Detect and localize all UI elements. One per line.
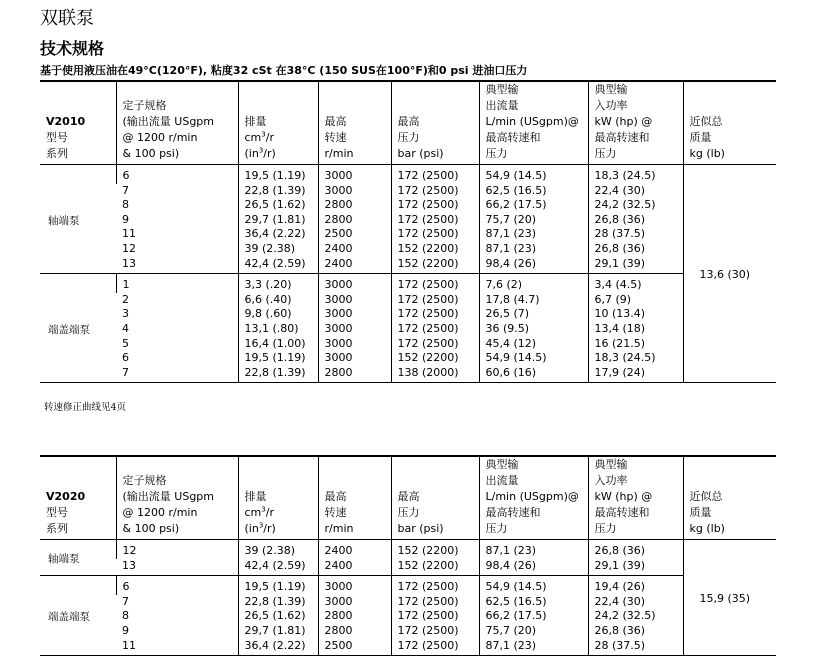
column-header-line: 压力 [397, 131, 420, 144]
stator-size-cell: 1 [116, 274, 238, 293]
table-row [40, 337, 776, 352]
column-header [238, 456, 318, 540]
table-row [40, 307, 776, 322]
displacement-cell: 39 (2.38) [238, 540, 318, 559]
stator-size-cell: 11 [122, 227, 136, 241]
displacement-cell: 36,4 (2.22) [238, 227, 318, 242]
column-header-line: 最高转速和 [485, 131, 541, 144]
stator-size-cell: 12 [116, 540, 238, 559]
typical-output-flow-cell: 26,5 (7) [479, 307, 588, 322]
column-header-line: 排量 [244, 490, 267, 503]
column-header-line: & 100 psi) [122, 147, 180, 160]
column-header-line: bar (psi) [397, 522, 444, 535]
displacement-cell: 26,5 (1.62) [238, 609, 318, 624]
typical-output-flow-cell: 87,1 (23) [479, 242, 588, 257]
header-row [40, 81, 776, 165]
table-row [40, 576, 776, 595]
typical-input-power-cell: 16 (21.5) [588, 337, 683, 352]
table-row [40, 213, 776, 228]
stator-size-cell: 13 [122, 558, 136, 572]
stator-size-cell: 5 [122, 336, 129, 350]
displacement-cell: 19,5 (1.19) [238, 351, 318, 366]
max-pressure-cell: 172 (2500) [391, 307, 479, 322]
column-header-line: kg (lb) [689, 147, 725, 160]
max-pressure-cell: 152 (2200) [391, 242, 479, 257]
column-header-line: 入功率 [594, 474, 628, 487]
speed-correction-note: 转速修正曲线见4页 [44, 402, 127, 413]
displacement-cell: 39 (2.38) [238, 242, 318, 257]
typical-input-power-cell: 19,4 (26) [588, 576, 683, 595]
column-header-line: 转速 [324, 506, 347, 519]
table-row [40, 274, 776, 293]
stator-size-cell: 13 [122, 256, 136, 270]
max-pressure-cell: 152 (2200) [391, 351, 479, 366]
column-header-line: 出流量 [485, 474, 519, 487]
table-row [40, 257, 776, 274]
superscript: 3 [261, 505, 266, 514]
max-pressure-cell: 172 (2500) [391, 576, 479, 595]
typical-input-power-cell: 29,1 (39) [588, 257, 683, 274]
stator-size-cell: 7 [122, 183, 129, 197]
max-speed-cell: 2500 [318, 227, 391, 242]
table-row [40, 609, 776, 624]
column-header-line: 转速 [324, 131, 347, 144]
typical-output-flow-cell: 7,6 (2) [479, 274, 588, 293]
section-title: 技术规格 [40, 39, 105, 58]
table-row [40, 351, 776, 366]
column-header-line: 定子规格 [122, 99, 167, 112]
column-header-line: 最高转速和 [594, 506, 650, 519]
superscript: 3 [258, 521, 264, 530]
typical-output-flow-cell: 87,1 (23) [479, 540, 588, 559]
displacement-cell: 13,1 (.80) [238, 322, 318, 337]
stator-size-cell: 4 [122, 321, 129, 335]
v2010-spec-table [40, 80, 776, 382]
column-header-line: 压力 [594, 522, 617, 535]
typical-input-power-cell: 29,1 (39) [588, 559, 683, 576]
max-speed-cell: 2400 [318, 559, 391, 576]
typical-input-power-cell: 24,2 (32.5) [588, 609, 683, 624]
column-header-line: 压力 [485, 147, 508, 160]
max-pressure-cell: 172 (2500) [391, 227, 479, 242]
typical-output-flow-cell: 54,9 (14.5) [479, 165, 588, 184]
model-label: 型号 [46, 131, 68, 144]
typical-output-flow-cell: 98,4 (26) [479, 559, 588, 576]
displacement-cell: 36,4 (2.22) [238, 639, 318, 656]
table-row [40, 366, 776, 383]
typical-output-flow-cell: 87,1 (23) [479, 639, 588, 656]
max-speed-cell: 2400 [318, 540, 391, 559]
displacement-cell: 16,4 (1.00) [238, 337, 318, 352]
superscript: 3 [258, 146, 264, 155]
max-speed-cell: 3000 [318, 351, 391, 366]
spec-conditions: 基于使用液压油在49°C(120°F), 粘度32 cSt 在38°C (150 SUS在100°F)和0 psi 进油口压力 [40, 64, 528, 77]
column-header [238, 81, 318, 165]
column-header-line: 近似总 [689, 490, 723, 503]
table-bottom-rule [40, 655, 776, 656]
column-header [391, 456, 479, 540]
column-header-line: 最高 [397, 115, 420, 128]
column-header [683, 456, 776, 540]
displacement-cell: 26,5 (1.62) [238, 198, 318, 213]
column-header-line: @ 1200 r/min [122, 506, 198, 519]
stator-size-cell: 6 [116, 165, 238, 184]
stator-size-cell: 6 [122, 351, 129, 365]
max-pressure-cell: 172 (2500) [391, 213, 479, 228]
table-row [40, 242, 776, 257]
typical-output-flow-cell: 54,9 (14.5) [479, 351, 588, 366]
column-header-line: 压力 [594, 147, 617, 160]
model-header [40, 456, 116, 540]
series-label: 端盖端泵 [40, 274, 116, 383]
column-header-line: bar (psi) [397, 147, 444, 160]
max-speed-cell: 2800 [318, 366, 391, 383]
column-header-line: 最高 [397, 490, 420, 503]
column-header-line: 质量 [689, 131, 712, 144]
max-speed-cell: 3000 [318, 165, 391, 184]
typical-input-power-cell: 17,9 (24) [588, 366, 683, 383]
column-header [588, 81, 683, 165]
typical-input-power-cell: 18,3 (24.5) [588, 351, 683, 366]
typical-output-flow-cell: 62,5 (16.5) [479, 595, 588, 610]
max-speed-cell: 2800 [318, 609, 391, 624]
table-row [40, 227, 776, 242]
typical-output-flow-cell: 54,9 (14.5) [479, 576, 588, 595]
max-speed-cell: 3000 [318, 576, 391, 595]
column-header [318, 81, 391, 165]
column-header [116, 456, 238, 540]
stator-size-cell: 12 [122, 241, 136, 255]
displacement-cell: 22,8 (1.39) [238, 184, 318, 199]
typical-output-flow-cell: 62,5 (16.5) [479, 184, 588, 199]
max-speed-cell: 2500 [318, 639, 391, 656]
typical-output-flow-cell: 87,1 (23) [479, 227, 588, 242]
stator-size-cell: 9 [122, 623, 129, 637]
max-speed-cell: 3000 [318, 322, 391, 337]
typical-input-power-cell: 13,4 (18) [588, 322, 683, 337]
column-header-line: (输出流量 USgpm [122, 115, 215, 128]
stator-size-cell: 9 [122, 212, 129, 226]
typical-input-power-cell: 26,8 (36) [588, 624, 683, 639]
max-speed-cell: 3000 [318, 307, 391, 322]
typical-output-flow-cell: 45,4 (12) [479, 337, 588, 352]
column-header [588, 456, 683, 540]
typical-output-flow-cell: 75,7 (20) [479, 624, 588, 639]
table-row [40, 184, 776, 199]
table-row [40, 595, 776, 610]
typical-output-flow-cell: 60,6 (16) [479, 366, 588, 383]
max-pressure-cell: 172 (2500) [391, 595, 479, 610]
max-speed-cell: 2800 [318, 624, 391, 639]
table-row [40, 559, 776, 576]
max-speed-cell: 2800 [318, 213, 391, 228]
approx-mass-cell: 15,9 (35) [683, 540, 776, 656]
superscript: 3 [261, 130, 266, 139]
max-speed-cell: 2400 [318, 257, 391, 274]
column-header [479, 456, 588, 540]
max-pressure-cell: 172 (2500) [391, 624, 479, 639]
column-header-line: 最高转速和 [485, 506, 541, 519]
table-row [40, 293, 776, 308]
column-header-line: @ 1200 r/min [122, 131, 198, 144]
series-label: 轴端泵 [48, 214, 80, 227]
typical-input-power-cell: 26,8 (36) [588, 540, 683, 559]
typical-output-flow-cell: 17,8 (4.7) [479, 293, 588, 308]
typical-input-power-cell: 10 (13.4) [588, 307, 683, 322]
stator-size-cell: 6 [116, 576, 238, 595]
model-label: 系列 [46, 147, 68, 160]
max-speed-cell: 2800 [318, 198, 391, 213]
displacement-cell: 42,4 (2.59) [238, 559, 318, 576]
typical-output-flow-cell: 66,2 (17.5) [479, 198, 588, 213]
typical-output-flow-cell: 36 (9.5) [479, 322, 588, 337]
column-header-line: & 100 psi) [122, 522, 180, 535]
displacement-cell: 3,3 (.20) [238, 274, 318, 293]
typical-output-flow-cell: 98,4 (26) [479, 257, 588, 274]
table-row [40, 165, 776, 184]
max-pressure-cell: 172 (2500) [391, 609, 479, 624]
displacement-cell: 29,7 (1.81) [238, 624, 318, 639]
column-header [479, 81, 588, 165]
max-pressure-cell: 138 (2000) [391, 366, 479, 383]
stator-size-cell: 11 [122, 638, 136, 652]
typical-input-power-cell: 28 (37.5) [588, 639, 683, 656]
column-header-line: r/min [324, 522, 354, 535]
column-header [683, 81, 776, 165]
max-speed-cell: 3000 [318, 274, 391, 293]
column-header-line: 典型输 [594, 458, 628, 471]
table-bottom-rule [40, 382, 776, 383]
column-header-line: 排量 [244, 115, 267, 128]
stator-size-cell: 3 [122, 307, 129, 321]
max-pressure-cell: 172 (2500) [391, 198, 479, 213]
stator-size-cell: 8 [122, 198, 129, 212]
typical-input-power-cell: 22,4 (30) [588, 595, 683, 610]
typical-input-power-cell: 26,8 (36) [588, 213, 683, 228]
typical-input-power-cell: 3,4 (4.5) [588, 274, 683, 293]
column-header-line: kW (hp) @ [594, 115, 653, 128]
column-header-line: L/min (USgpm)@ [485, 490, 579, 503]
displacement-cell: 22,8 (1.39) [238, 595, 318, 610]
column-header-line: $(in^3/r)$ [244, 521, 276, 535]
displacement-cell: 9,8 (.60) [238, 307, 318, 322]
max-pressure-cell: 172 (2500) [391, 274, 479, 293]
stator-size-cell: 2 [122, 292, 129, 306]
table-row [40, 639, 776, 656]
column-header-line: kW (hp) @ [594, 490, 653, 503]
column-header-line: 最高转速和 [594, 131, 650, 144]
series-label: 轴端泵 [48, 553, 80, 566]
column-header-line: r/min [324, 147, 354, 160]
column-header-line: L/min (USgpm)@ [485, 115, 579, 128]
typical-input-power-cell: 28 (37.5) [588, 227, 683, 242]
max-speed-cell: 3000 [318, 337, 391, 352]
v2020-spec-table [40, 455, 776, 655]
stator-size-cell: 8 [122, 609, 129, 623]
max-pressure-cell: 172 (2500) [391, 639, 479, 656]
max-pressure-cell: 152 (2200) [391, 257, 479, 274]
stator-size-cell: 7 [122, 365, 129, 379]
displacement-cell: 19,5 (1.19) [238, 165, 318, 184]
typical-input-power-cell: 24,2 (32.5) [588, 198, 683, 213]
displacement-cell: 19,5 (1.19) [238, 576, 318, 595]
column-header-line: 最高 [324, 115, 347, 128]
max-speed-cell: 3000 [318, 184, 391, 199]
page-title: 双联泵 [40, 8, 94, 29]
max-speed-cell: 2400 [318, 242, 391, 257]
model-label: 型号 [46, 506, 68, 519]
column-header-line: 定子规格 [122, 474, 167, 487]
displacement-cell: 42,4 (2.59) [238, 257, 318, 274]
column-header-line: 出流量 [485, 99, 519, 112]
typical-input-power-cell: 6,7 (9) [588, 293, 683, 308]
model-number: V2010 [46, 115, 86, 128]
max-pressure-cell: 152 (2200) [391, 559, 479, 576]
displacement-cell: 29,7 (1.81) [238, 213, 318, 228]
header-row [40, 456, 776, 540]
max-pressure-cell: 172 (2500) [391, 337, 479, 352]
table-row [40, 198, 776, 213]
typical-input-power-cell: 22,4 (30) [588, 184, 683, 199]
column-header-line: 入功率 [594, 99, 628, 112]
table-row [40, 624, 776, 639]
displacement-cell: 6,6 (.40) [238, 293, 318, 308]
column-header-line: 质量 [689, 506, 712, 519]
stator-size-cell: 7 [122, 594, 129, 608]
table-row [40, 540, 776, 559]
column-header [318, 456, 391, 540]
model-label: 系列 [46, 522, 68, 535]
column-header-line: 压力 [397, 506, 420, 519]
column-header-line: 典型输 [485, 83, 519, 96]
max-speed-cell: 3000 [318, 595, 391, 610]
column-header-line: kg (lb) [689, 522, 725, 535]
column-header-line: 典型输 [485, 458, 519, 471]
column-header [116, 81, 238, 165]
max-pressure-cell: 172 (2500) [391, 165, 479, 184]
model-number: V2020 [46, 490, 86, 503]
max-pressure-cell: 172 (2500) [391, 293, 479, 308]
column-header-line: 近似总 [689, 115, 723, 128]
max-pressure-cell: 172 (2500) [391, 322, 479, 337]
column-header-line: $cm^3/r$ [244, 130, 274, 144]
column-header-line: 压力 [485, 522, 508, 535]
series-label: 端盖端泵 [40, 576, 116, 655]
max-pressure-cell: 172 (2500) [391, 184, 479, 199]
typical-output-flow-cell: 75,7 (20) [479, 213, 588, 228]
table-row [40, 322, 776, 337]
displacement-cell: 22,8 (1.39) [238, 366, 318, 383]
max-pressure-cell: 152 (2200) [391, 540, 479, 559]
typical-input-power-cell: 18,3 (24.5) [588, 165, 683, 184]
model-header [40, 81, 116, 165]
column-header-line: 典型输 [594, 83, 628, 96]
max-speed-cell: 3000 [318, 293, 391, 308]
column-header-line: $cm^3/r$ [244, 505, 274, 519]
typical-output-flow-cell: 66,2 (17.5) [479, 609, 588, 624]
column-header-line: $(in^3/r)$ [244, 146, 276, 160]
column-header [391, 81, 479, 165]
column-header-line: (输出流量 USgpm [122, 490, 215, 503]
approx-mass-cell: 13,6 (30) [683, 165, 776, 383]
column-header-line: 最高 [324, 490, 347, 503]
typical-input-power-cell: 26,8 (36) [588, 242, 683, 257]
